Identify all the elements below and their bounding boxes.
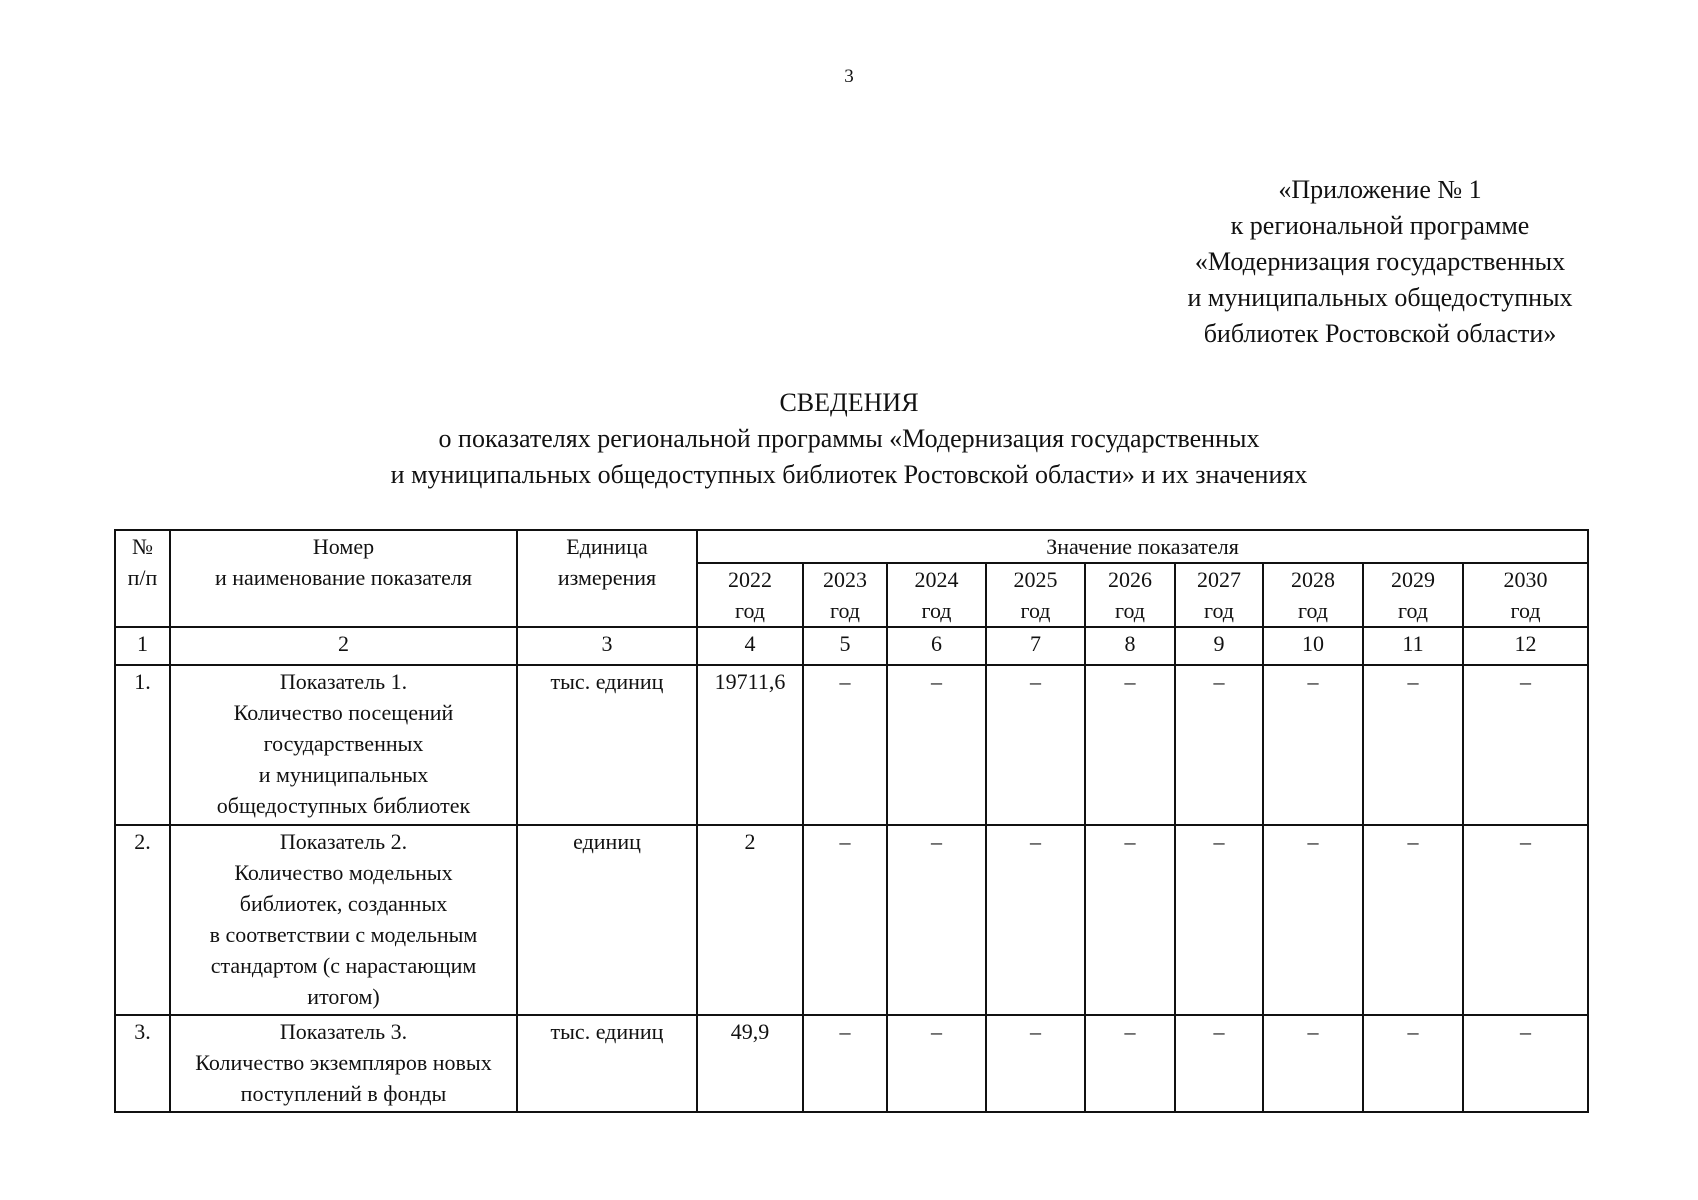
column-number: 11 [1363, 627, 1463, 665]
column-number: 10 [1263, 627, 1363, 665]
indicator-name-line: библиотек, созданных [239, 891, 448, 916]
header-year: 2022 год [697, 563, 803, 627]
indicator-name-line: и муниципальных [258, 762, 429, 787]
value-cell: – [1363, 825, 1463, 1015]
indicator-name [170, 825, 517, 1015]
appendix-line: и муниципальных общедоступных [1187, 283, 1573, 312]
indicator-name-line: общедоступных библиотек [216, 793, 471, 818]
header-row [115, 530, 1588, 563]
column-number-row [115, 627, 1588, 665]
indicator-name-line: Показатель 2. [279, 829, 408, 854]
title-subtitle-line: о показателях региональной программы «Модернизация государственных [438, 424, 1260, 453]
appendix-line: к региональной программе [1230, 211, 1530, 240]
value-cell: – [1175, 1015, 1263, 1112]
column-number: 4 [697, 627, 803, 665]
value-cell: – [887, 1015, 986, 1112]
page-number: 3 [844, 66, 854, 87]
value-cell: – [803, 825, 887, 1015]
indicator-name-line: Показатель 1. [279, 669, 408, 694]
unit-cell: единиц [517, 825, 697, 1015]
header-year: 2030 год [1463, 563, 1588, 627]
table-row [115, 665, 1588, 825]
value-cell: 49,9 [697, 1015, 803, 1112]
indicator-name-line: итогом) [307, 984, 380, 1009]
indicator-name [170, 665, 517, 825]
column-number: 7 [986, 627, 1085, 665]
value-cell: – [1175, 825, 1263, 1015]
value-cell: – [1085, 1015, 1175, 1112]
column-number: 2 [170, 627, 517, 665]
indicator-name [170, 1015, 517, 1112]
indicator-name-line: Количество посещений [233, 700, 454, 725]
header-year: 2029 год [1363, 563, 1463, 627]
column-number: 8 [1085, 627, 1175, 665]
value-cell: – [1085, 825, 1175, 1015]
appendix-line: библиотек Ростовской области» [1203, 319, 1557, 348]
value-cell: – [1263, 665, 1363, 825]
row-number: 2. [115, 825, 170, 1015]
indicator-name-line: поступлений в фонды [240, 1081, 447, 1106]
value-cell: – [803, 665, 887, 825]
column-number: 12 [1463, 627, 1588, 665]
column-number: 5 [803, 627, 887, 665]
header-name: Номер и наименование показателя [170, 530, 517, 627]
header-number: № п/п [115, 530, 170, 627]
header-year: 2028 год [1263, 563, 1363, 627]
row-number: 1. [115, 665, 170, 825]
value-cell: – [986, 1015, 1085, 1112]
column-number: 6 [887, 627, 986, 665]
value-cell: – [1363, 665, 1463, 825]
value-cell: – [1175, 665, 1263, 825]
row-number: 3. [115, 1015, 170, 1112]
value-cell: – [1463, 1015, 1588, 1112]
value-cell: 19711,6 [697, 665, 803, 825]
indicator-name-line: Количество экземпляров новых [195, 1050, 492, 1075]
appendix-line: «Приложение № 1 [1278, 175, 1482, 204]
header-year: 2026 год [1085, 563, 1175, 627]
value-cell: – [887, 665, 986, 825]
unit-cell: тыс. единиц [517, 1015, 697, 1112]
indicators-table [114, 529, 1589, 1113]
table-row [115, 825, 1588, 1015]
value-cell: – [986, 825, 1085, 1015]
column-number: 1 [115, 627, 170, 665]
column-number: 9 [1175, 627, 1263, 665]
header-year: 2027 год [1175, 563, 1263, 627]
header-value-group: Значение показателя [697, 530, 1588, 563]
header-year: 2023 год [803, 563, 887, 627]
value-cell: – [1263, 825, 1363, 1015]
value-cell: – [1463, 825, 1588, 1015]
title-subtitle-line: и муниципальных общедоступных библиотек Ростовской области» и их значениях [390, 460, 1308, 489]
document-title [0, 385, 1698, 493]
unit-cell: тыс. единиц [517, 665, 697, 825]
header-year: 2024 год [887, 563, 986, 627]
appendix-caption [1130, 172, 1630, 352]
value-cell: – [803, 1015, 887, 1112]
value-cell: – [1085, 665, 1175, 825]
value-cell: – [1463, 665, 1588, 825]
indicator-name-line: государственных [263, 731, 424, 756]
indicator-name-line: Показатель 3. [279, 1019, 408, 1044]
table-row [115, 1015, 1588, 1112]
header-unit: Единица измерения [517, 530, 697, 627]
appendix-line: «Модернизация государственных [1194, 247, 1566, 276]
value-cell: 2 [697, 825, 803, 1015]
value-cell: – [1263, 1015, 1363, 1112]
indicator-name-line: стандартом (с нарастающим [210, 953, 477, 978]
value-cell: – [887, 825, 986, 1015]
column-number: 3 [517, 627, 697, 665]
title-heading: СВЕДЕНИЯ [779, 388, 919, 417]
value-cell: – [986, 665, 1085, 825]
indicator-name-line: Количество модельных [234, 860, 453, 885]
header-year: 2025 год [986, 563, 1085, 627]
value-cell: – [1363, 1015, 1463, 1112]
indicator-name-line: в соответствии с модельным [209, 922, 478, 947]
